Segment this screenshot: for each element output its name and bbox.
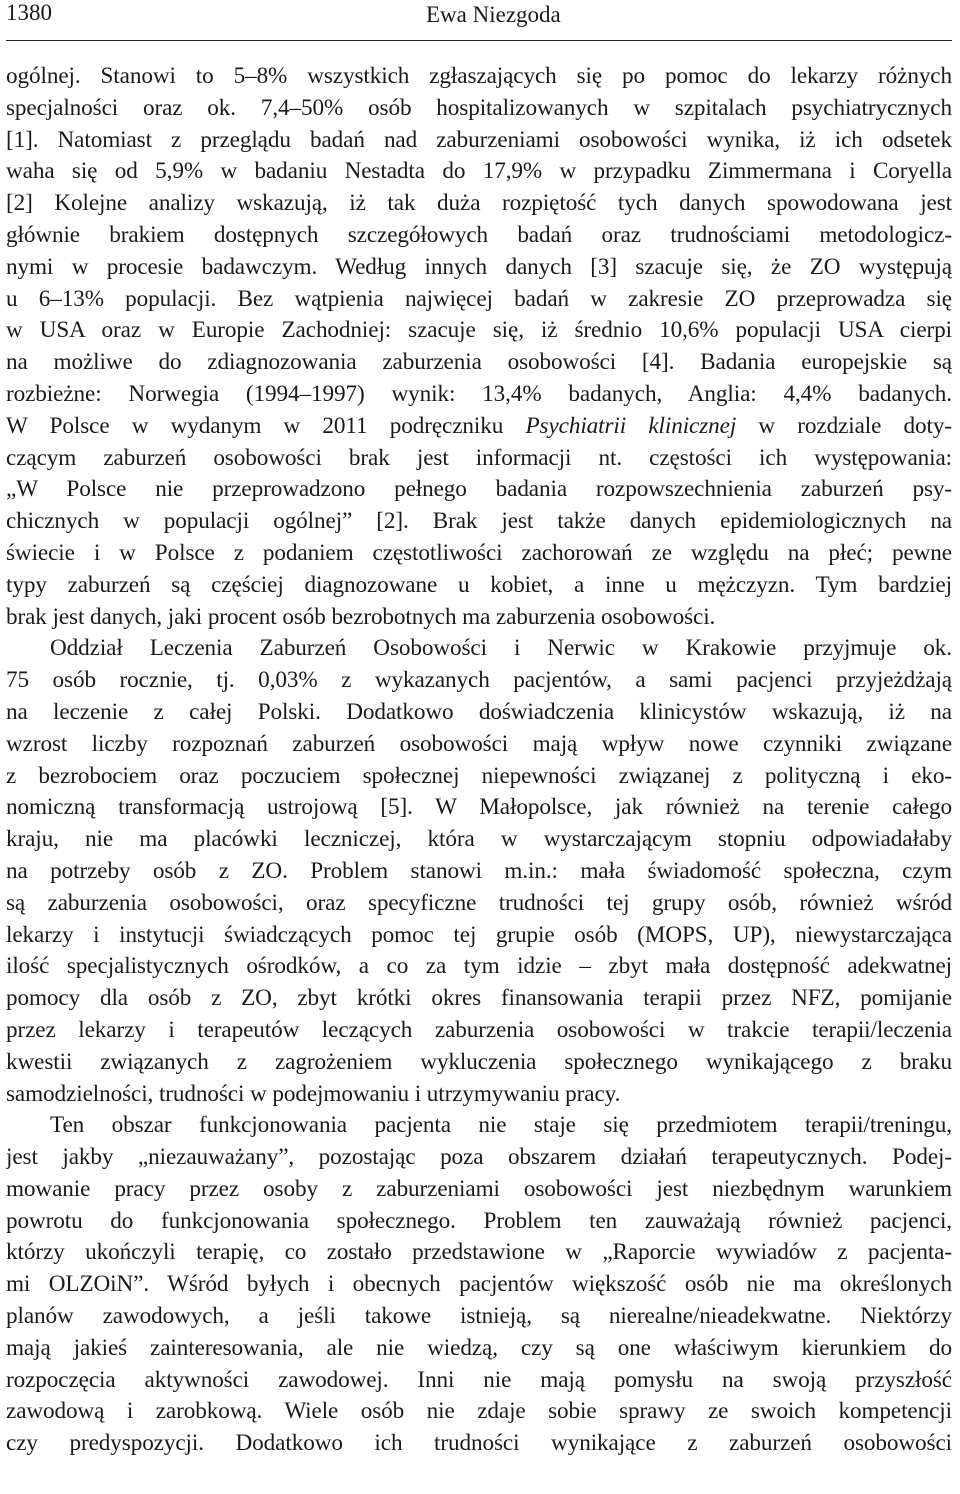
text-line: mają jakieś zainteresowania, ale nie wiedzą, czy są one właściwym kierunkiem do — [6, 1334, 952, 1361]
text-line: na leczenie z całej Polski. Dodatkowo doświadczenia klinicystów wskazują, iż na — [6, 698, 952, 725]
text-line: ilość specjalistycznych ośrodków, a co za tym idzie – zbyt mała dostępność adekwatnej — [6, 953, 952, 980]
text-line: planów zawodowych, a jeśli takowe istnieją, są nierealne/nieadekwatne. Niektórzy — [6, 1303, 952, 1330]
text-line: lekarzy i instytucji świadczących pomoc tej grupie osób (MOPS, UP), niewystarczająca — [6, 921, 952, 948]
text-line: mowanie pracy przez osoby z zaburzeniami osobowości jest niezbędnym warunkiem — [6, 1175, 952, 1202]
text-line: waha się od 5,9% w badaniu Nestadta do 17,9% w przypadku Zimmermana i Coryella — [6, 158, 952, 185]
text-line: brak jest danych, jaki procent osób bezrobotnych ma zaburzenia osobowości. — [6, 603, 716, 630]
text-line: zawodową i zarobkową. Wiele osób nie zdaje sobie sprawy ze swoich kompetencji — [6, 1398, 952, 1425]
text-line: [2] Kolejne analizy wskazują, iż tak duża rozpiętość tych danych spowodowana jest — [6, 190, 952, 217]
text-line: kraju, nie ma placówki leczniczej, która w wystarczającym stopniu odpowiadałaby — [6, 826, 952, 853]
text-line: przez lekarzy i terapeutów leczących zaburzenia osobowości w trakcie terapii/leczenia — [6, 1016, 952, 1043]
text-line: kwestii związanych z zagrożeniem wykluczenia społecznego wynikającego z braku — [6, 1048, 952, 1075]
text-line: samodzielności, trudności w podejmowaniu i utrzymywaniu pracy. — [6, 1080, 621, 1107]
text-line: głównie brakiem dostępnych szczegółowych badań oraz trudnościami metodologicz- — [6, 221, 952, 248]
running-head-author: Ewa Niezgoda — [426, 2, 561, 27]
text-line: rozpoczęcia aktywności zawodowej. Inni nie mają pomysłu na swoją przyszłość — [6, 1366, 952, 1393]
text-line: nomiczną transformacją ustrojową [5]. W Małopolsce, jak również na terenie całego — [6, 794, 952, 821]
body-text — [6, 61, 952, 1460]
page-number: 1380 — [6, 0, 52, 25]
text-line: W Polsce w wydanym w 2011 podręczniku Psychiatrii klinicznej w rozdziale doty- — [6, 412, 952, 439]
text-line: powrotu do funkcjonowania społecznego. Problem ten zauważają również pacjenci, — [6, 1207, 952, 1234]
text-line: specjalności oraz ok. 7,4–50% osób hospitalizowanych w szpitalach psychiatrycznych — [6, 94, 952, 121]
text-line: rozbieżne: Norwegia (1994–1997) wynik: 13,4% badanych, Anglia: 4,4% badanych. — [6, 380, 952, 407]
text-line: [1]. Natomiast z przeglądu badań nad zaburzeniami osobowości wynika, iż ich odsetek — [6, 126, 952, 153]
text-line: w USA oraz w Europie Zachodniej: szacuje się, iż średnio 10,6% populacji USA cierpi — [6, 317, 952, 344]
text-line: ogólnej. Stanowi to 5–8% wszystkich zgłaszających się po pomoc do lekarzy różnych — [6, 63, 952, 89]
text-line: którzy ukończyli terapię, co zostało przedstawione w „Raporcie wywiadów z pacjenta- — [6, 1239, 952, 1266]
text-line: chicznych w populacji ogólnej” [2]. Brak jest także danych epidemiologicznych na — [6, 508, 952, 535]
text-line: czy predyspozycji. Dodatkowo ich trudności wynikające z zaburzeń osobowości — [6, 1430, 952, 1457]
text-line: są zaburzenia osobowości, oraz specyficzne trudności tej grupy osób, również wśród — [6, 889, 952, 916]
text-line: czącym zaburzeń osobowości brak jest informacji nt. częstości ich występowania: — [6, 444, 952, 471]
text-line: pomocy dla osób z ZO, zbyt krótki okres finansowania terapii przez NFZ, pomijanie — [6, 985, 952, 1012]
text-line: na potrzeby osób z ZO. Problem stanowi m.in.: mała świadomość społeczna, czym — [6, 857, 952, 884]
text-line: jest jakby „niezauważany”, pozostając poza obszarem działań terapeutycznych. Podej- — [6, 1144, 952, 1171]
text-line: u 6–13% populacji. Bez wątpienia najwięcej badań w zakresie ZO przeprowadza się — [6, 285, 952, 312]
text-line: wzrost liczby rozpoznań zaburzeń osobowości mają wpływ nowe czynniki związane — [6, 730, 952, 757]
text-line: świecie i w Polsce z podaniem częstotliwości zachorowań ze względu na płeć; pewne — [6, 539, 952, 566]
text-line: mi OLZOiN”. Wśród byłych i obecnych pacjentów większość osób nie ma określonych — [6, 1271, 952, 1298]
text-line: na możliwe do zdiagnozowania zaburzenia osobowości [4]. Badania europejskie są — [6, 349, 952, 376]
text-line: „W Polsce nie przeprowadzono pełnego badania rozpowszechnienia zaburzeń psy- — [6, 476, 952, 503]
text-line: z bezrobociem oraz poczuciem społecznej niepewności związanej z polityczną i eko- — [6, 762, 952, 789]
page-header — [6, 0, 952, 41]
book-title: Psychiatrii klinicznej — [525, 412, 737, 439]
text-line: nymi w procesie badawczym. Według innych danych [3] szacuje się, że ZO występują — [6, 253, 952, 280]
text-line: Ten obszar funkcjonowania pacjenta nie staje się przedmiotem terapii/treningu, — [50, 1112, 952, 1139]
text-line: typy zaburzeń są częściej diagnozowane u kobiet, a inne u mężczyzn. Tym bardziej — [6, 571, 952, 598]
text-line: 75 osób rocznie, tj. 0,03% z wykazanych pacjentów, a sami pacjenci przyjeżdżają — [6, 667, 952, 694]
text-line: Oddział Leczenia Zaburzeń Osobowości i Nerwic w Krakowie przyjmuje ok. — [50, 635, 952, 662]
